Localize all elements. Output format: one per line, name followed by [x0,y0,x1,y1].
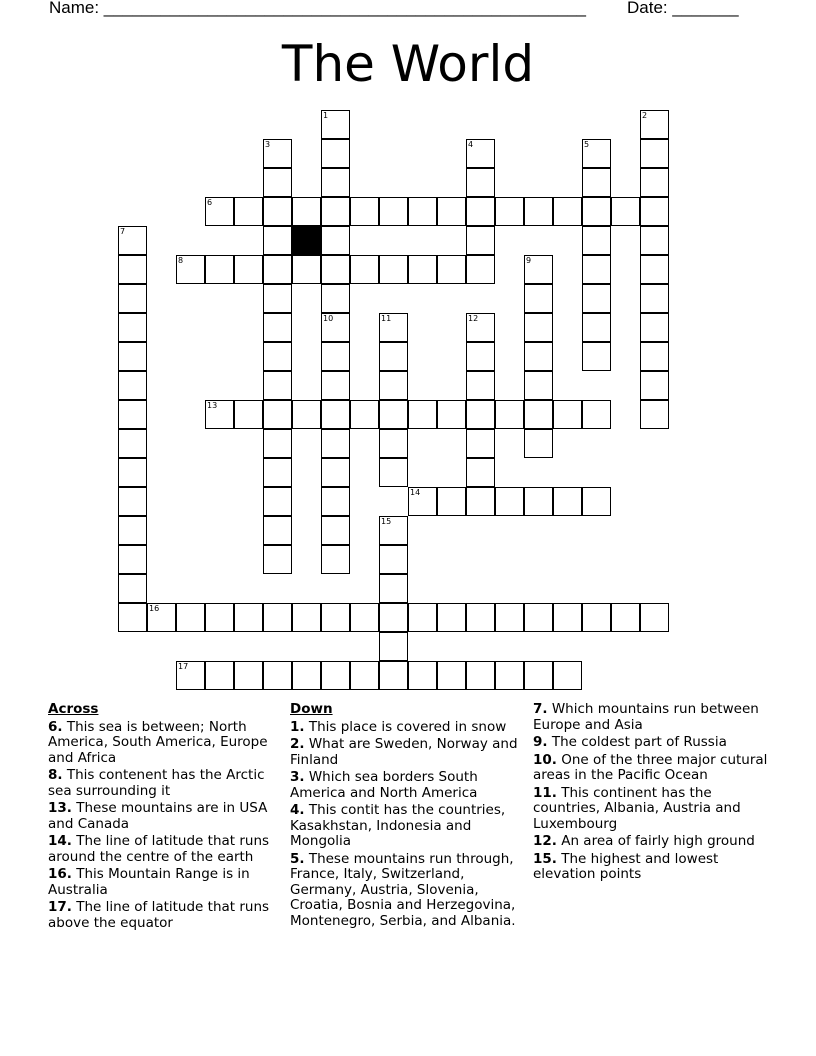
grid-cell[interactable] [524,603,553,632]
grid-cell[interactable] [321,342,350,371]
grid-cell[interactable] [147,603,176,632]
clue-down-2: 2. What are Sweden, Norway and Finland [290,736,518,768]
grid-cell[interactable] [466,313,495,342]
grid-cell[interactable] [466,458,495,487]
grid-cell[interactable] [466,255,495,284]
grid-cell[interactable] [582,139,611,168]
grid-cell[interactable] [118,458,147,487]
grid-cell[interactable] [350,255,379,284]
grid-cell[interactable] [379,603,408,632]
grid-cell[interactable] [379,574,408,603]
date-field[interactable]: Date: _______ [627,0,739,17]
grid-cell[interactable] [437,197,466,226]
clue-number-3: 3 [265,140,271,149]
grid-cell[interactable] [524,342,553,371]
grid-cell[interactable] [321,400,350,429]
grid-cell[interactable] [466,400,495,429]
grid-cell[interactable] [176,661,205,690]
clue-number-16: 16 [149,604,160,613]
grid-cell[interactable] [437,487,466,516]
grid-cell[interactable] [640,255,669,284]
grid-cell[interactable] [118,371,147,400]
grid-cell[interactable] [466,197,495,226]
grid-cell[interactable] [379,342,408,371]
grid-cell[interactable] [263,342,292,371]
grid-cell[interactable] [524,284,553,313]
clue-down-7: 7. Which mountains run between Europe and Asia [533,701,759,733]
grid-cell[interactable] [640,168,669,197]
grid-cell[interactable] [495,400,524,429]
grid-cell[interactable] [466,226,495,255]
clue-number-15: 15 [381,517,392,526]
clue-down-15: 15. The highest and lowest elevation points [533,850,719,882]
grid-cell[interactable] [524,487,553,516]
clue-across-13: 13. These mountains are in USA and Canada [48,800,268,832]
grid-cell[interactable] [379,313,408,342]
clue-number-4: 4 [468,140,474,149]
grid-cell[interactable] [321,139,350,168]
grid-cell[interactable] [263,168,292,197]
grid-cell[interactable] [640,284,669,313]
black-cell [292,226,321,255]
grid-cell[interactable] [495,661,524,690]
clue-across-17: 17. The line of latitude that runs above the equator [48,899,270,931]
clue-number-10: 10 [323,314,334,323]
grid-cell[interactable] [263,139,292,168]
clue-down-5: 5. These mountains run through, France, Italy, Switzerland, Germany, Austria, Slovenia, Croatia, Bosnia and Herzegovina, Montenegro, Serbia, and Albania. [290,850,516,929]
clue-number-11: 11 [381,314,392,323]
grid-cell[interactable] [263,487,292,516]
clue-number-17: 17 [178,662,189,671]
grid-cell[interactable] [234,197,263,226]
grid-cell[interactable] [379,371,408,400]
grid-cell[interactable] [263,400,292,429]
grid-cell[interactable] [408,255,437,284]
grid-cell[interactable] [611,603,640,632]
grid-cell[interactable] [553,487,582,516]
grid-cell[interactable] [263,197,292,226]
grid-cell[interactable] [524,661,553,690]
grid-cell[interactable] [118,545,147,574]
down-heading: Down [290,701,333,717]
grid-cell[interactable] [321,371,350,400]
grid-cell[interactable] [640,226,669,255]
grid-cell[interactable] [263,545,292,574]
grid-cell[interactable] [263,516,292,545]
grid-cell[interactable] [350,197,379,226]
clue-across-6: 6. This sea is between; North America, South America, Europe and Africa [48,718,268,766]
clue-number-5: 5 [584,140,590,149]
grid-cell[interactable] [466,661,495,690]
grid-cell[interactable] [263,255,292,284]
down-clues [290,702,526,931]
grid-cell[interactable] [495,197,524,226]
grid-cell[interactable] [466,371,495,400]
grid-cell[interactable] [118,342,147,371]
grid-cell[interactable] [640,603,669,632]
page-title: The World [281,35,535,93]
clue-number-9: 9 [526,256,532,265]
grid-cell[interactable] [350,400,379,429]
clue-number-8: 8 [178,256,184,265]
grid-cell[interactable] [234,603,263,632]
grid-cell[interactable] [292,603,321,632]
grid-cell[interactable] [176,603,205,632]
clue-number-6: 6 [207,198,213,207]
grid-cell[interactable] [118,226,147,255]
grid-cell[interactable] [466,168,495,197]
grid-cell[interactable] [408,487,437,516]
grid-cell[interactable] [379,545,408,574]
grid-cell[interactable] [205,603,234,632]
name-field[interactable]: Name: ___________________________________________________ [49,0,586,17]
grid-cell[interactable] [263,284,292,313]
grid-cell[interactable] [379,632,408,661]
grid-cell[interactable] [379,458,408,487]
grid-cell[interactable] [379,400,408,429]
grid-cell[interactable] [292,661,321,690]
grid-cell[interactable] [640,139,669,168]
grid-cell[interactable] [205,197,234,226]
grid-cell[interactable] [408,661,437,690]
grid-cell[interactable] [582,168,611,197]
grid-cell[interactable] [234,400,263,429]
grid-cell[interactable] [640,197,669,226]
grid-cell[interactable] [524,429,553,458]
clue-across-16: 16. This Mountain Range is in Australia [48,866,250,898]
clue-number-14: 14 [410,488,421,497]
clue-down-1: 1. This place is covered in snow [290,718,507,735]
grid-cell[interactable] [466,342,495,371]
grid-cell[interactable] [582,313,611,342]
grid-cell[interactable] [553,197,582,226]
grid-cell[interactable] [553,603,582,632]
grid-cell[interactable] [582,342,611,371]
grid-cell[interactable] [379,661,408,690]
grid-cell[interactable] [234,255,263,284]
clue-down-3: 3. Which sea borders South America and North America [290,769,478,801]
grid-cell[interactable] [292,255,321,284]
grid-cell[interactable] [321,168,350,197]
grid-cell[interactable] [466,429,495,458]
grid-cell[interactable] [437,603,466,632]
grid-cell[interactable] [205,400,234,429]
clue-down-10: 10. One of the three major cutural areas in the Pacific Ocean [533,751,768,783]
down-clues-continued [533,702,769,885]
grid-cell[interactable] [118,429,147,458]
grid-cell[interactable] [582,603,611,632]
grid-cell[interactable] [582,197,611,226]
grid-cell[interactable] [321,487,350,516]
grid-cell[interactable] [408,400,437,429]
grid-cell[interactable] [582,255,611,284]
grid-cell[interactable] [466,487,495,516]
clue-down-9: 9. The coldest part of Russia [533,734,727,750]
grid-cell[interactable] [118,487,147,516]
grid-cell[interactable] [524,255,553,284]
grid-cell[interactable] [582,284,611,313]
grid-cell[interactable] [176,255,205,284]
grid-cell[interactable] [292,197,321,226]
grid-cell[interactable] [205,255,234,284]
grid-cell[interactable] [118,255,147,284]
grid-cell[interactable] [408,603,437,632]
grid-cell[interactable] [321,603,350,632]
grid-cell[interactable] [582,400,611,429]
across-heading: Across [48,701,99,717]
grid-cell[interactable] [350,603,379,632]
grid-cell[interactable] [118,603,147,632]
grid-cell[interactable] [118,284,147,313]
grid-cell[interactable] [524,371,553,400]
grid-cell[interactable] [292,400,321,429]
grid-cell[interactable] [263,661,292,690]
grid-cell[interactable] [582,487,611,516]
grid-cell[interactable] [321,545,350,574]
grid-cell[interactable] [321,313,350,342]
grid-cell[interactable] [379,255,408,284]
clue-number-2: 2 [642,111,648,120]
grid-cell[interactable] [321,516,350,545]
grid-cell[interactable] [524,313,553,342]
grid-cell[interactable] [263,313,292,342]
grid-cell[interactable] [466,139,495,168]
grid-cell[interactable] [321,110,350,139]
grid-cell[interactable] [640,313,669,342]
grid-cell[interactable] [495,603,524,632]
grid-cell[interactable] [640,371,669,400]
clue-number-12: 12 [468,314,479,323]
grid-cell[interactable] [553,661,582,690]
grid-cell[interactable] [263,371,292,400]
grid-cell[interactable] [437,255,466,284]
clue-down-12: 12. An area of fairly high ground [533,833,755,849]
grid-cell[interactable] [524,197,553,226]
grid-cell[interactable] [611,197,640,226]
grid-cell[interactable] [321,458,350,487]
clue-number-7: 7 [120,227,126,236]
grid-cell[interactable] [437,661,466,690]
grid-cell[interactable] [466,603,495,632]
grid-cell[interactable] [524,400,553,429]
grid-cell[interactable] [640,400,669,429]
grid-cell[interactable] [350,661,379,690]
grid-cell[interactable] [408,197,437,226]
clue-number-1: 1 [323,111,329,120]
grid-cell[interactable] [582,226,611,255]
grid-cell[interactable] [321,226,350,255]
clue-down-4: 4. This contit has the countries, Kasakhstan, Indonesia and Mongolia [290,802,506,849]
grid-cell[interactable] [205,661,234,690]
grid-cell[interactable] [379,429,408,458]
grid-cell[interactable] [640,110,669,139]
clue-across-14: 14. The line of latitude that runs around the centre of the earth [48,833,270,865]
grid-cell[interactable] [118,516,147,545]
grid-cell[interactable] [321,255,350,284]
clue-number-13: 13 [207,401,218,410]
grid-cell[interactable] [321,661,350,690]
clue-across-8: 8. This contenent has the Arctic sea surrounding it [48,767,265,799]
grid-cell[interactable] [437,400,466,429]
grid-cell[interactable] [553,400,582,429]
grid-cell[interactable] [263,429,292,458]
grid-cell[interactable] [379,197,408,226]
across-clues [48,702,284,933]
grid-cell[interactable] [321,429,350,458]
grid-cell[interactable] [321,284,350,313]
grid-cell[interactable] [263,603,292,632]
grid-cell[interactable] [640,342,669,371]
grid-cell[interactable] [118,313,147,342]
grid-cell[interactable] [118,400,147,429]
grid-cell[interactable] [118,574,147,603]
clue-down-11: 11. This continent has the countries, Albania, Austria and Luxembourg [533,784,741,832]
grid-cell[interactable] [495,487,524,516]
grid-cell[interactable] [263,458,292,487]
grid-cell[interactable] [234,661,263,690]
grid-cell[interactable] [379,516,408,545]
grid-cell[interactable] [263,226,292,255]
grid-cell[interactable] [321,197,350,226]
